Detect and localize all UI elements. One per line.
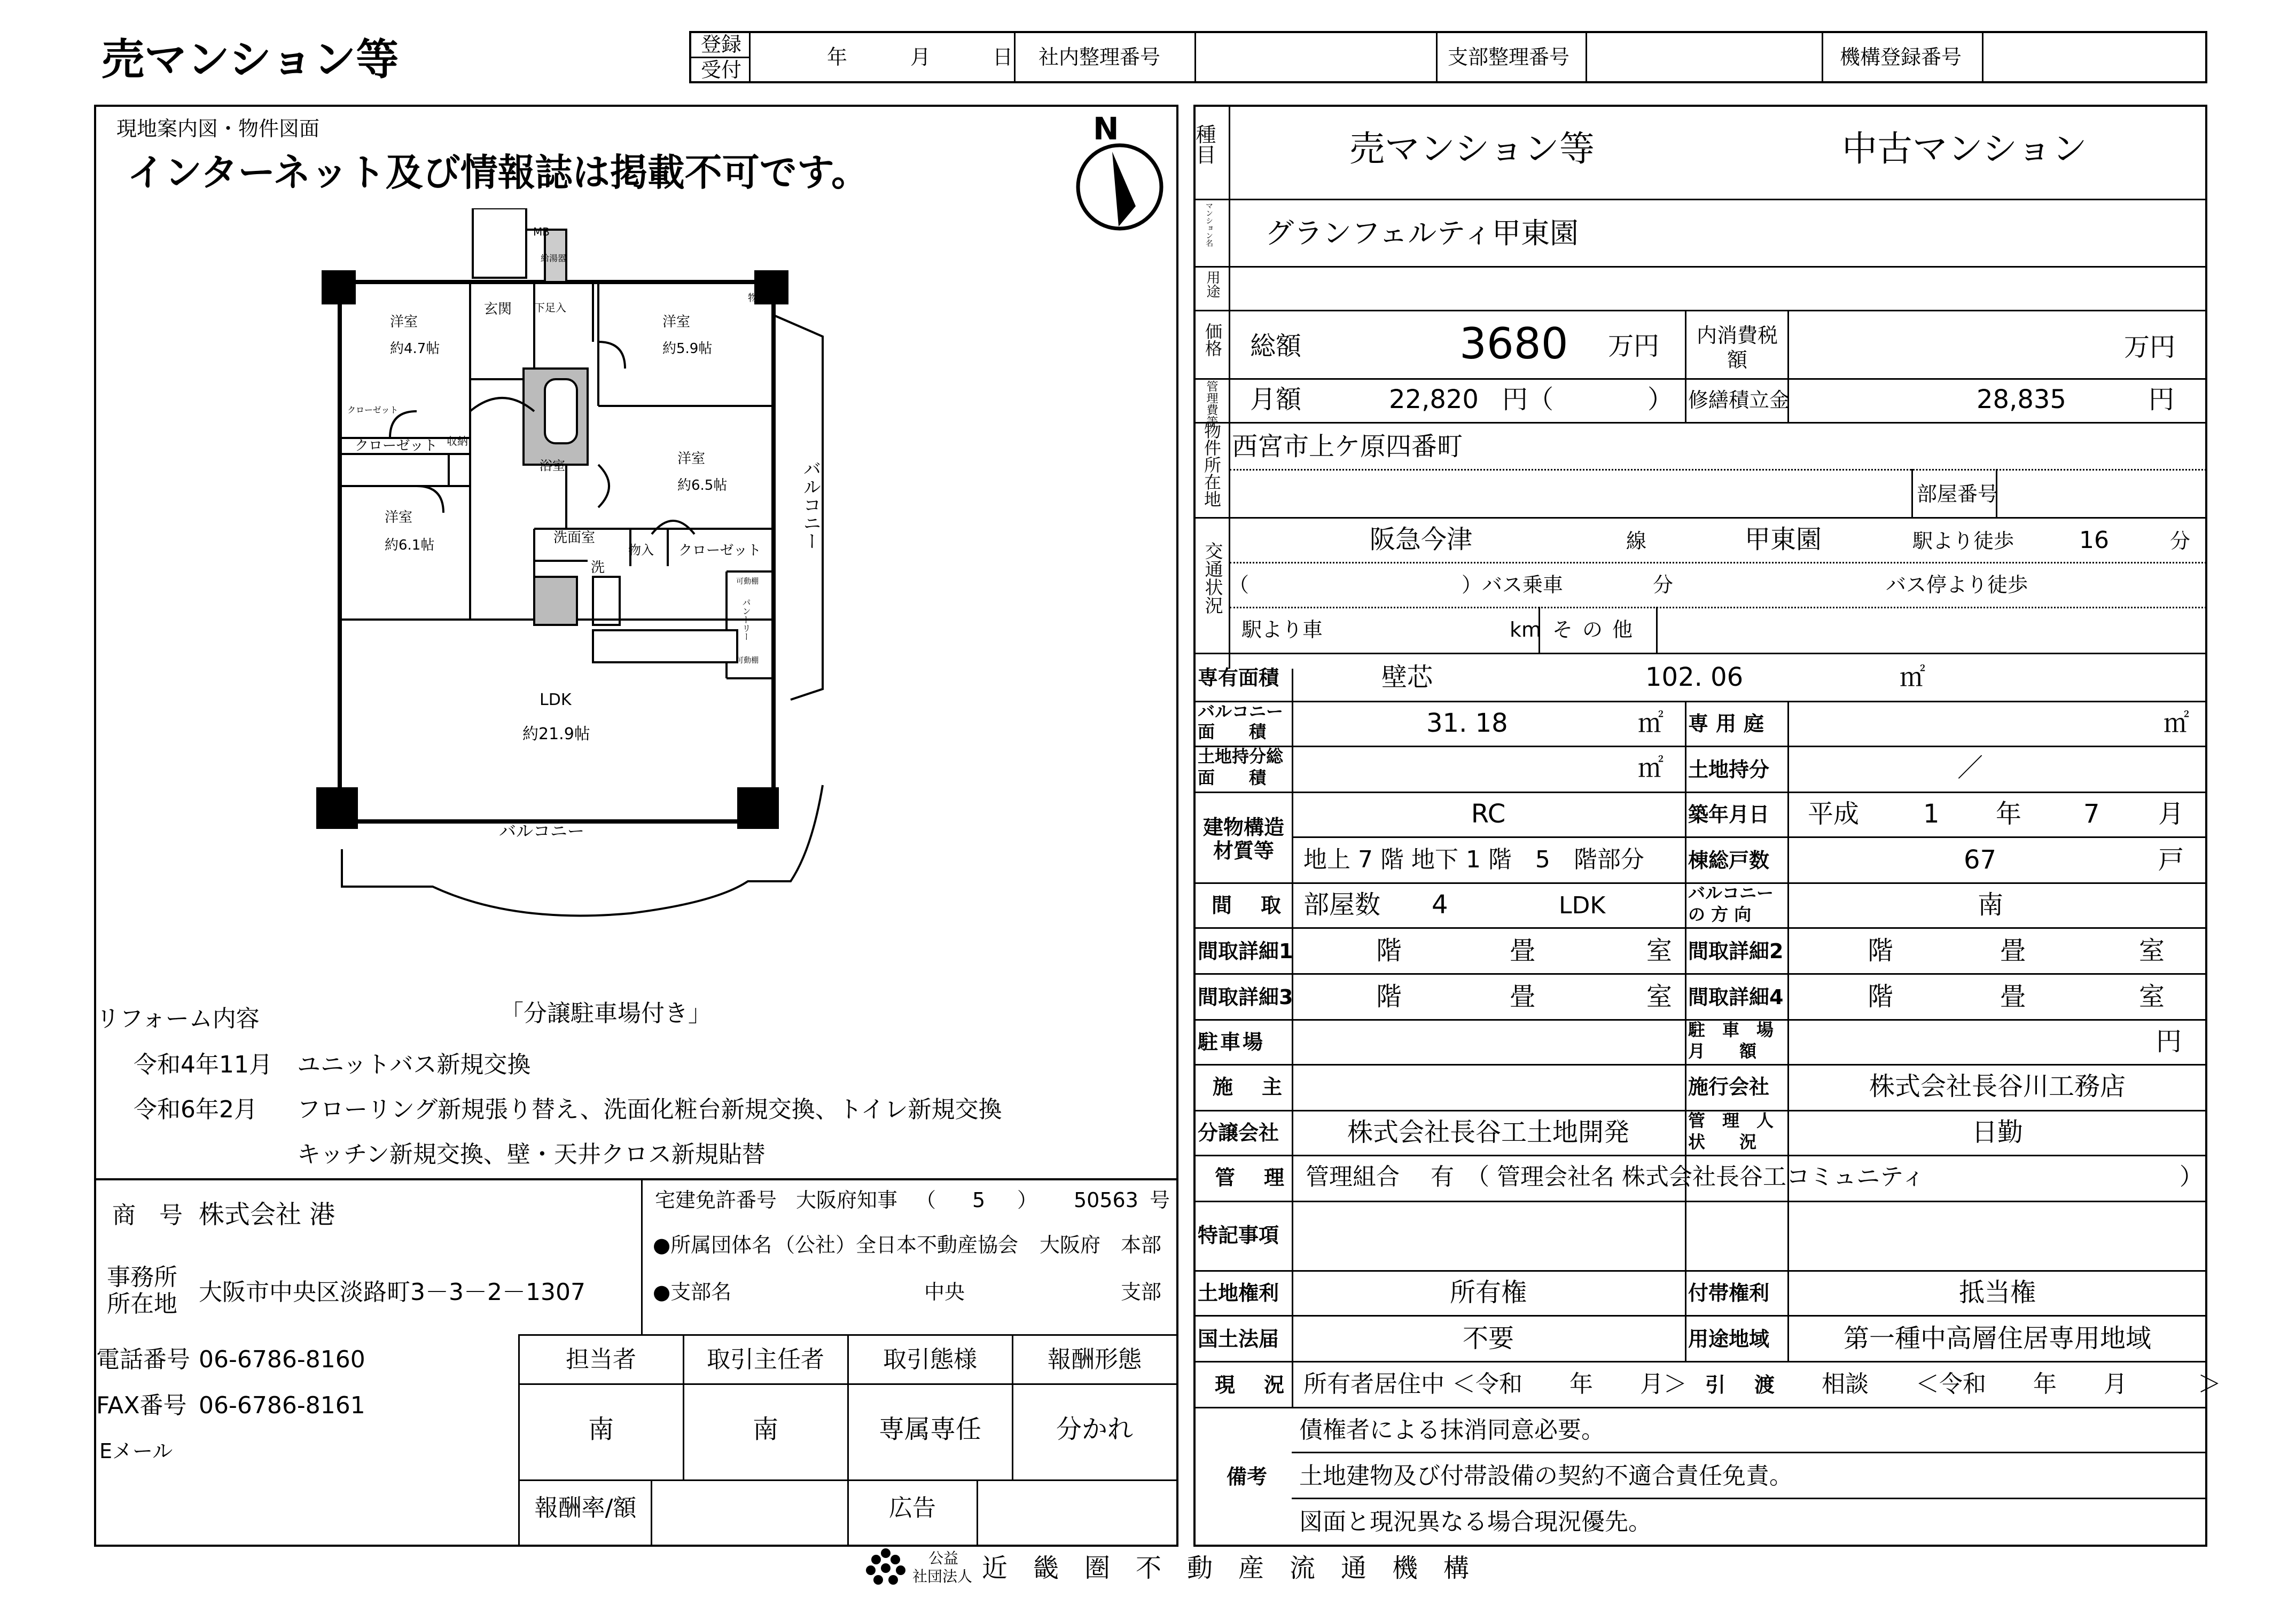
room2-size: 約5.9帖 [662, 341, 713, 357]
ldk-size: 約21.9帖 [522, 725, 590, 743]
structure-label-2: 材質等 [1213, 839, 1274, 863]
reform-text-2: フローリング新規張り替え、洗面化粧台新規交換、トイレ新規交換 [297, 1096, 1002, 1123]
company-name: 株式会社 港 [199, 1200, 335, 1230]
price-label: 価格 [1202, 323, 1223, 357]
license-pref: 大阪府知事 [796, 1188, 898, 1212]
handover-label: 引 渡 [1705, 1373, 1779, 1397]
license-label: 宅建免許番号 [655, 1188, 777, 1212]
balcony-label-2: 面 積 [1198, 722, 1267, 742]
mb-label: MB [533, 225, 550, 238]
email-label: Eメール [99, 1439, 173, 1463]
license-go: 号 [1150, 1188, 1170, 1212]
mgr-status: 日勤 [1971, 1117, 2023, 1147]
builder: 株式会社長谷川工務店 [1869, 1071, 2126, 1101]
car-label: 駅より車 [1241, 618, 1323, 641]
land-ratio: ／ [1957, 753, 1983, 783]
name-label: マンション名 [1205, 202, 1213, 247]
zone-label: 用途地域 [1688, 1327, 1770, 1351]
movable2-label: 可動棚 [736, 656, 759, 665]
reform-title: リフォーム内容 [96, 1005, 260, 1032]
storage2-label: 物入 [628, 543, 654, 558]
area-type: 壁芯 [1381, 662, 1433, 692]
walk-label: 駅より徒歩 [1912, 529, 2014, 553]
parking-fee-unit: 円 [2156, 1027, 2182, 1056]
transport-label: 交通状況 [1201, 542, 1223, 614]
fax-number: 06-6786-8161 [199, 1392, 365, 1419]
entrance-label: 玄関 [484, 301, 512, 317]
detail1-kai: 階 [1376, 936, 1402, 966]
total-price: 3680 [1459, 319, 1568, 369]
detail1-shitsu: 室 [1646, 936, 1673, 966]
deal-manager: 南 [752, 1414, 778, 1444]
branch-label: ●支部名 [653, 1280, 732, 1304]
monthly-label: 月額 [1250, 385, 1302, 414]
detail2-shitsu: 室 [2139, 936, 2165, 966]
room4-label: 洋室 [385, 510, 413, 526]
attached-label: 付帯権利 [1688, 1281, 1770, 1305]
day-label: 日 [993, 45, 1013, 69]
closet-small-label: クローゼット [347, 405, 399, 415]
direction-label-2: の 方 向 [1688, 904, 1752, 925]
walk-unit: 分 [2170, 529, 2191, 553]
reg-label: 登録 [701, 33, 742, 56]
org-logo-icon [864, 1547, 907, 1589]
closet1-label: クローゼット [355, 438, 438, 454]
land-law: 不要 [1462, 1324, 1514, 1353]
units: 67 [1964, 845, 1997, 875]
zone: 第一種中高層住居専用地域 [1843, 1324, 2151, 1353]
ad-label: 広告 [889, 1494, 936, 1522]
year-label: 年 [827, 45, 848, 69]
parking-label: 駐車場 [1198, 1030, 1266, 1054]
room3-size: 約6.5帖 [677, 477, 728, 494]
office-label-2: 所在地 [107, 1290, 177, 1318]
other-label: その他 [1552, 618, 1643, 641]
remarks-label: 備考 [1227, 1465, 1268, 1489]
shoes-label: 下足入 [534, 301, 566, 314]
reform-text-1: ユニットバス新規交換 [297, 1051, 531, 1078]
direction-label-1: バルコニー [1688, 883, 1774, 903]
balcony-label-1: バルコニー [1198, 701, 1284, 722]
land-ratio-label: 土地持分 [1688, 758, 1770, 781]
pantry-label: パントリー [741, 598, 751, 641]
deal-staff: 南 [588, 1414, 614, 1444]
mgmt-row-label: 管 理 [1215, 1166, 1289, 1189]
total-label: 総額 [1250, 331, 1302, 361]
detail3-kai: 階 [1376, 982, 1402, 1012]
repair-fee: 28,835 [1977, 385, 2066, 414]
type-sub: 中古マンション [1842, 128, 2088, 169]
doc-title: 売マンション等 [101, 35, 399, 84]
detail3-jo: 畳 [1510, 982, 1536, 1012]
balcony-area: 31. 18 [1426, 708, 1508, 738]
mgmt-label: 管理費等 [1205, 380, 1218, 427]
notice: インターネット及び情報誌は掲載不可です。 [127, 151, 869, 194]
branch-name: 中央 [924, 1280, 965, 1304]
deal-header-type: 取引態様 [883, 1346, 977, 1373]
detail3-shitsu: 室 [1646, 982, 1673, 1012]
units-label: 棟総戸数 [1688, 849, 1770, 872]
detail4-kai: 階 [1868, 982, 1894, 1012]
company-name-label: 商 号 [112, 1202, 183, 1229]
seller: 株式会社長谷工土地開発 [1347, 1117, 1629, 1147]
meter-label: 給湯器 [541, 253, 567, 263]
tel-number: 06-6786-8160 [199, 1346, 365, 1373]
land-share-label-2: 面 積 [1198, 768, 1267, 788]
owner-label: 施 主 [1213, 1075, 1287, 1099]
month-label: 月 [910, 45, 931, 69]
monthly-yen: 円（ [1502, 385, 1554, 414]
org-type-2: 社団法人 [912, 1568, 973, 1585]
mgr-label-1: 管 理 人 [1688, 1110, 1774, 1131]
area-value: 102. 06 [1645, 662, 1744, 692]
bus-paren: （ [1229, 573, 1249, 597]
deal-header-manager: 取引主任者 [707, 1346, 824, 1373]
rail-line: 阪急今津 [1370, 524, 1473, 554]
tel-label: 電話番号 [96, 1346, 190, 1373]
deal-header-fee: 報酬形態 [1048, 1346, 1142, 1373]
mgmt-company: 管理組合 有 （ 管理会社名 株式会社長谷工コミュニティ [1306, 1163, 1925, 1191]
license-reg: 50563 [1074, 1188, 1138, 1212]
type-main: 売マンション等 [1349, 128, 1595, 169]
tax-label: 内消費税額 [1696, 324, 1778, 372]
office-address: 大阪市中央区淡路町3－3－2－1307 [199, 1279, 585, 1306]
direction: 南 [1978, 890, 2004, 920]
repair-yen: 円 [2149, 385, 2175, 414]
detail4-shitsu: 室 [2139, 982, 2165, 1012]
office-label-1: 事務所 [107, 1264, 177, 1291]
detail4-label: 間取詳細4 [1688, 985, 1784, 1009]
branch-suffix: 支部 [1121, 1280, 1162, 1304]
repair-label: 修繕積立金 [1688, 388, 1790, 412]
org-no-label: 機構登録番号 [1840, 45, 1962, 69]
assoc-label: ●所属団体名 [653, 1233, 772, 1257]
washer-label: 洗 [591, 560, 605, 576]
deal-header-staff: 担当者 [566, 1346, 636, 1373]
detail3-label: 間取詳細3 [1198, 985, 1293, 1009]
handover: 相談 ＜令和 年 月 ＞ [1822, 1371, 2221, 1398]
deal-type: 専属専任 [878, 1414, 981, 1444]
compass-n: N [1093, 111, 1119, 147]
rooms: 4 [1432, 890, 1448, 920]
accept-label: 受付 [701, 58, 742, 82]
area-label: 専有面積 [1198, 666, 1279, 690]
detail1-label: 間取詳細1 [1198, 939, 1293, 963]
built-era: 平成 [1808, 799, 1860, 829]
parking-fee-label-2: 月 額 [1688, 1041, 1757, 1061]
remark-3: 図面と現況異なる場合現況優先。 [1299, 1508, 1652, 1536]
tax-unit: 万円 [2124, 332, 2176, 362]
use-label: 用途 [1204, 270, 1220, 298]
detail2-jo: 畳 [2000, 936, 2026, 966]
reform-text-3: キッチン新規交換、壁・天井クロス新規貼替 [297, 1141, 766, 1168]
line-suffix: 線 [1626, 529, 1647, 553]
room3-label: 洋室 [677, 451, 706, 467]
bus-minutes-unit: 分 [1653, 573, 1674, 597]
km-unit: km [1510, 618, 1542, 641]
fee-rate-label: 報酬率/額 [534, 1494, 637, 1522]
detail2-label: 間取詳細2 [1688, 939, 1784, 963]
reform-date-1: 令和4年11月 [134, 1051, 272, 1078]
license-num: 5 [972, 1188, 986, 1212]
ldk-label: LDK [540, 691, 572, 709]
layout-label: 間 取 [1212, 894, 1286, 917]
remark-1: 債権者による抹消同意必要。 [1299, 1416, 1605, 1444]
monthly-fee: 22,820 [1389, 385, 1479, 414]
area-unit: ㎡ [1900, 662, 1926, 692]
built-label: 築年月日 [1688, 803, 1770, 826]
assoc-name: （公社）全日本不動産協会 [775, 1233, 1019, 1257]
station: 甲東園 [1745, 524, 1822, 554]
license-paren-r: ） [1017, 1188, 1038, 1212]
license-paren-l: （ [916, 1188, 936, 1212]
branch-no-label: 支部整理番号 [1448, 45, 1570, 69]
parking-note: 「分譲駐車場付き」 [500, 1000, 712, 1027]
room4-size: 約6.1帖 [385, 537, 435, 553]
attached-right: 抵当権 [1958, 1278, 2036, 1307]
rooms-label: 部屋数 [1303, 890, 1381, 920]
internal-no-label: 社内整理番号 [1038, 45, 1161, 69]
deal-fee-type: 分かれ [1056, 1414, 1133, 1444]
remark-2: 土地建物及び付帯設備の契約不適合責任免責。 [1299, 1462, 1793, 1490]
seller-label: 分譲会社 [1198, 1121, 1279, 1145]
org-name: 近 畿 圏 不 動 産 流 通 機 構 [982, 1553, 1470, 1583]
built-year-unit: 年 [1996, 799, 2022, 829]
reform-date-2: 令和6年2月 [134, 1096, 257, 1123]
land-share-label-1: 土地持分総 [1198, 746, 1284, 766]
floors: 地上 7 階 地下 1 階 5 階部分 [1303, 846, 1644, 873]
walk-minutes: 16 [2079, 527, 2109, 554]
built-month: 7 [2083, 799, 2100, 829]
status-label: 現 況 [1215, 1373, 1289, 1397]
layout-type: LDK [1559, 892, 1606, 919]
mansion-name: グランフェルティ甲東園 [1265, 216, 1579, 250]
room1-label: 洋室 [390, 314, 418, 330]
land-right-label: 土地権利 [1198, 1281, 1279, 1305]
garden-label: 専用庭 [1688, 712, 1772, 735]
location-label: 物件所在地 [1201, 422, 1222, 507]
balcony-unit: ㎡ [1638, 708, 1664, 738]
status: 所有者居住中 ＜令和 年 月＞ [1303, 1371, 1687, 1398]
company-divider [95, 1178, 1177, 1180]
location: 西宮市上ケ原四番町 [1232, 432, 1463, 461]
org-type-1: 公益 [928, 1549, 959, 1567]
balcony-bottom-label: バルコニー [499, 821, 585, 841]
units-unit: 戸 [2158, 845, 2184, 875]
wash-label: 洗面室 [553, 530, 596, 546]
built-month-unit: 月 [2158, 799, 2184, 829]
movable1-label: 可動棚 [736, 577, 759, 586]
room-no-label: 部屋番号 [1917, 482, 1998, 506]
parking-fee-label-1: 駐 車 場 [1688, 1020, 1774, 1040]
garden-unit: ㎡ [2164, 708, 2190, 738]
mgmt-paren-close: ） [2180, 1163, 2203, 1191]
bus-walk-label: バス停より徒歩 [1886, 573, 2028, 597]
built-year: 1 [1923, 799, 1940, 829]
special-label: 特記事項 [1198, 1224, 1279, 1247]
assoc-hq: 本部 [1121, 1233, 1162, 1257]
total-unit: 万円 [1608, 331, 1660, 361]
land-right: 所有権 [1449, 1278, 1527, 1307]
room2-label: 洋室 [662, 314, 691, 330]
bus-ride-label: ）バス乗車 [1462, 573, 1564, 597]
structure: RC [1471, 799, 1506, 829]
fax-label: FAX番号 [96, 1392, 187, 1419]
monthly-paren-close: ） [1647, 385, 1674, 414]
land-share-unit: ㎡ [1638, 753, 1664, 783]
mgr-label-2: 状 況 [1688, 1132, 1757, 1152]
storage-top-label: 物入 [748, 293, 767, 304]
storage1-label: 収納 [447, 435, 468, 448]
type-label: 種目 [1192, 124, 1216, 165]
structure-label-1: 建物構造 [1202, 816, 1284, 839]
balcony-right-label: バルコニー [800, 459, 821, 550]
closet2-label: クローゼット [678, 543, 761, 559]
room1-size: 約4.7帖 [390, 341, 440, 357]
land-law-label: 国土法届 [1198, 1327, 1279, 1351]
detail2-kai: 階 [1868, 936, 1894, 966]
map-label: 現地案内図・物件図面 [116, 117, 320, 140]
bath-label: 浴室 [540, 458, 565, 473]
detail1-jo: 畳 [1510, 936, 1536, 966]
builder-label: 施行会社 [1688, 1075, 1770, 1099]
assoc-pref: 大阪府 [1040, 1233, 1101, 1257]
detail4-jo: 畳 [2000, 982, 2026, 1012]
